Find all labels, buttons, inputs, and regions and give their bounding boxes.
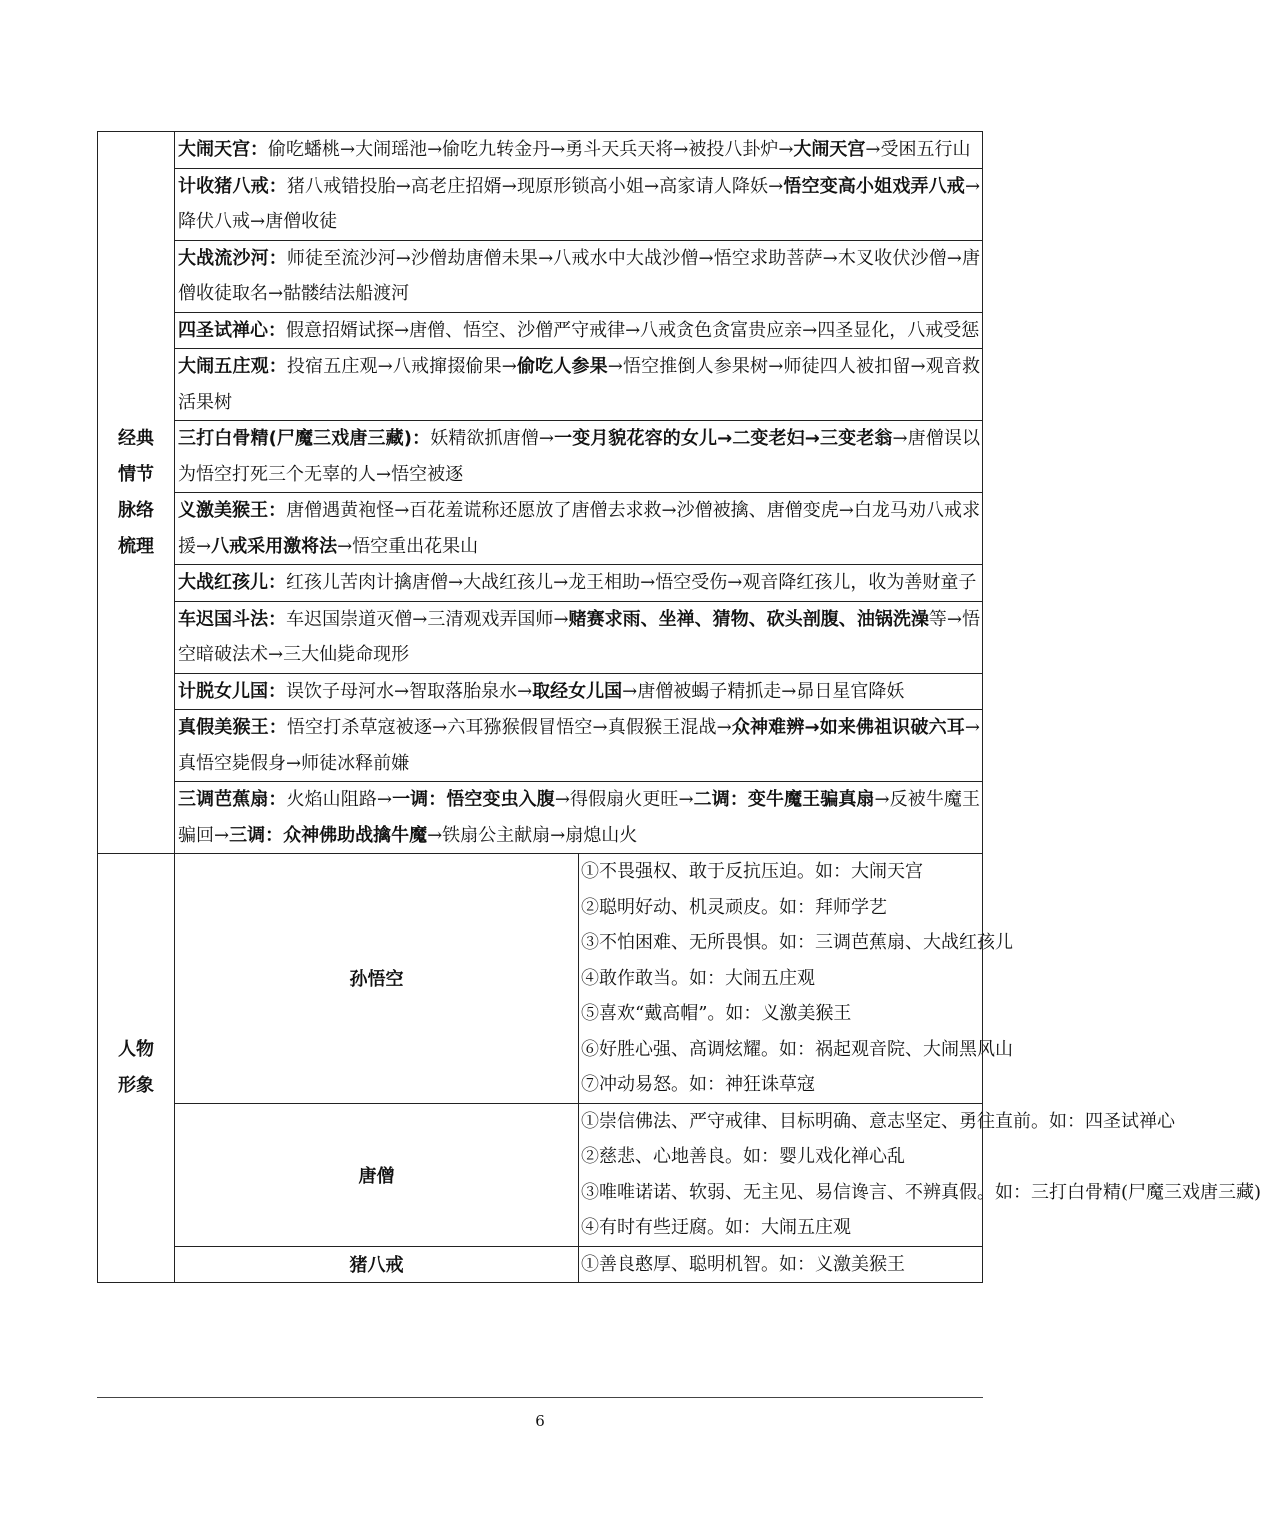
plot-key-event: 偷吃人参果 [516,356,608,377]
plot-row [98,673,983,710]
trait-item: ④敢作敢当。如：大闹五庄观 [581,967,815,989]
plot-row [98,493,983,565]
trait-item: ④有时有些迂腐。如：大闹五庄观 [581,1217,851,1238]
page-number: 6 [535,1412,545,1430]
plot-key-event: 悟空变高小姐戏弄八戒 [783,175,965,197]
plot-text: →反被牛魔王骗回→ [178,789,980,846]
plot-entry [175,710,983,782]
plot-entry [175,782,983,854]
character-name: 唐僧 [175,1103,579,1246]
trait-item: ①不畏强权、敢于反抗压迫。如：大闹天宫 [581,861,923,882]
plot-key-event: 一变月貌花容的女儿→二变老妇→三变老翁 [553,428,893,449]
plot-row [98,601,983,673]
plot-text: 投宿五庄观→八戒撺掇偷果→ [286,356,517,377]
plot-entry [175,673,983,710]
plot-text: 红孩儿苦肉计擒唐僧→大战红孩儿→龙王相助→悟空受伤→观音降红孩儿，收为善财童子 [286,572,977,593]
plot-row [98,782,983,854]
plot-title: 计脱女儿国： [178,680,286,702]
footer-divider [97,1397,983,1398]
plot-entry [175,601,983,673]
plot-entry [175,132,983,169]
plot-key-event: 众神难辨→如来佛祖识破六耳 [731,717,965,738]
plot-entry [175,312,983,349]
plot-text: 猪八戒错投胎→高老庄招婿→现原形锁高小姐→高家请人降妖→ [286,175,784,197]
character-name: 孙悟空 [175,854,579,1104]
plot-text: 师徒至流沙河→沙僧劫唐僧未果→八戒水中大战沙僧→悟空求助菩萨→木叉收伏沙僧→唐僧收徒取名→骷髅结法船渡河 [178,247,980,304]
plot-entry [175,565,983,602]
character-row [98,1103,983,1246]
character-section [98,854,1261,1283]
character-traits [579,854,1013,1104]
character-row [98,854,983,1104]
trait-item: ②聪明好动、机灵顽皮。如：拜师学艺 [581,896,887,918]
trait-item: ⑤喜欢“戴高帽”。如：义激美猴王 [581,1003,852,1024]
plot-entry [175,421,983,493]
plot-title: 真假美猴王： [178,717,287,738]
plot-key-event: 赌赛求雨、坐禅、猜物、砍头剖腹、油锅洗澡 [568,608,929,630]
plot-entry [175,168,983,240]
plot-text: 悟空打杀草寇被逐→六耳猕猴假冒悟空→真假猴王混战→ [286,717,732,738]
character-section-label-line: 形象 [118,1075,154,1096]
plot-entry [175,493,983,565]
trait-item: ②慈悲、心地善良。如：婴儿戏化禅心乱 [581,1146,905,1167]
plot-text: 唐僧遇黄袍怪→百花羞谎称还愿放了唐僧去求救→沙僧被擒、唐僧变虎→白龙马劝八戒求援→ [178,500,980,557]
plot-row [98,349,983,421]
plot-key-event: 八戒采用激将法 [211,535,338,557]
character-traits [579,1103,1261,1246]
character-row [98,1246,983,1283]
plot-title: 计收猪八戒： [178,175,287,197]
plot-text: 偷吃蟠桃→大闹瑶池→偷吃九转金丹→勇斗天兵天将→被投八卦炉→ [268,139,794,160]
plot-text: →唐僧误以为悟空打死三个无辜的人→悟空被逐 [178,428,980,485]
plot-text: →受困五行山 [865,139,971,160]
plot-key-event: 二调：变牛魔王骗真扇 [693,789,875,810]
plot-key-event: 取经女儿国 [532,680,623,702]
outline-table [97,131,1261,1283]
plot-key-event: 三调：众神佛助战擒牛魔 [229,824,428,846]
plot-text: 误饮子母河水→智取落胎泉水→ [286,680,533,702]
plot-title: 三打白骨精(尸魔三戏唐三藏)： [178,428,431,449]
plot-row [98,132,983,169]
plot-text: 等→悟空暗破法术→三大仙毙命现形 [178,608,981,665]
plot-section-label-line: 脉络 [118,499,154,521]
plot-text: →悟空重出花果山 [337,535,479,557]
plot-text: →悟空推倒人参果树→师徒四人被扣留→观音救活果树 [178,356,981,413]
plot-key-event: 大闹天宫 [793,139,866,160]
plot-text: →唐僧被蝎子精抓走→昴日星官降妖 [622,680,905,702]
trait-item: ①善良憨厚、聪明机智。如：义激美猴王 [581,1253,905,1275]
trait-item: ③不怕困难、无所畏惧。如：三调芭蕉扇、大战红孩儿 [581,932,1013,953]
plot-row [98,168,983,240]
plot-text: 车迟国崇道灭僧→三清观戏弄国师→ [286,608,569,630]
plot-row [98,240,983,312]
plot-row [98,421,983,493]
plot-title: 大战红孩儿： [178,572,286,593]
plot-section-label [98,132,175,854]
plot-row [98,565,983,602]
character-traits [579,1246,983,1283]
plot-row [98,710,983,782]
plot-title: 大闹天宫： [178,139,268,160]
plot-text: 假意招婿试探→唐僧、悟空、沙僧严守戒律→八戒贪色贪富贵应亲→四圣显化，八戒受惩 [286,319,980,341]
character-section-label [98,854,175,1283]
plot-text: 火焰山阻路→ [286,789,392,810]
plot-text: →降伏八戒→唐僧收徒 [178,175,981,232]
trait-item: ⑦冲动易怒。如：神狂诛草寇 [581,1074,815,1095]
character-name: 猪八戒 [175,1246,579,1283]
plot-section-label-line: 梳理 [118,535,154,557]
plot-title: 三调芭蕉扇： [178,789,287,810]
plot-text: →铁扇公主献扇→扇熄山火 [427,824,638,846]
character-section-label-line: 人物 [118,1039,154,1060]
plot-title: 四圣试禅心： [178,319,286,341]
plot-entry [175,349,983,421]
plot-text: 妖精欲抓唐僧→ [430,428,554,449]
plot-section-label-line: 经典 [118,427,154,449]
plot-title: 义激美猴王： [178,500,287,521]
trait-item: ⑥好胜心强、高调炫耀。如：祸起观音院、大闹黑风山 [581,1038,1013,1060]
plot-text: →真悟空毙假身→师徒冰释前嫌 [178,717,980,774]
plot-key-event: 一调：悟空变虫入腹 [392,789,555,810]
trait-item: ①崇信佛法、严守戒律、目标明确、意志坚定、勇往直前。如：四圣试禅心 [581,1110,1175,1132]
plot-section [98,132,983,854]
plot-section-label-line: 情节 [118,463,154,485]
plot-row [98,312,983,349]
plot-title: 大战流沙河： [178,247,287,269]
trait-item: ③唯唯诺诺、软弱、无主见、易信谗言、不辨真假。如：三打白骨精(尸魔三戏唐三藏) [581,1181,1261,1203]
plot-title: 大闹五庄观： [178,356,287,377]
plot-entry [175,240,983,312]
plot-title: 车迟国斗法： [178,608,287,630]
plot-text: →得假扇火更旺→ [554,789,694,810]
